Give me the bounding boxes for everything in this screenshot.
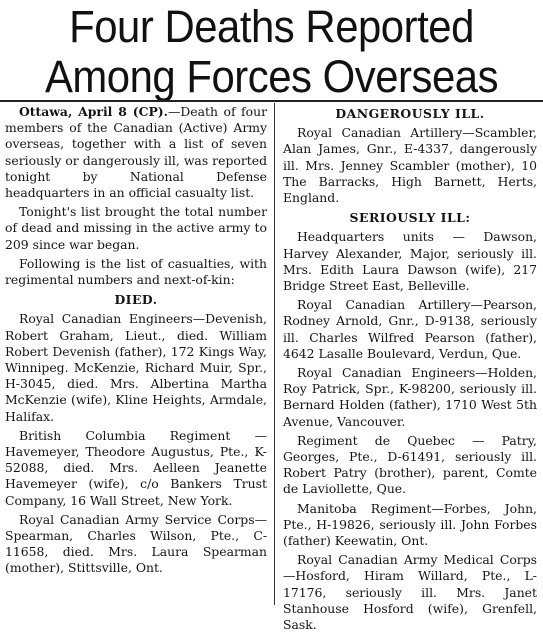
seriously-ill-entry: Royal Canadian Engineers—Holden, Roy Patrick, Spr., K-98200, seriously ill. Bernard Holden (father), 1710 West 5th Avenue, Vancouver.: [283, 365, 537, 429]
seriously-ill-entry: Royal Canadian Army Medical Corps—Hosford, Hiram Willard, Pte., L-17176, seriously ill. Mrs. Janet Stanhouse Hosford (wife), Grenfell, Sask.: [283, 552, 537, 633]
column-divider: [274, 103, 275, 605]
seriously-ill-entry: Royal Canadian Artillery—Pearson, Rodney Arnold, Gnr., D-9138, seriously ill. Charles Wilfred Pearson (father), 4642 Lasalle Boulevard, Verdun, Que.: [283, 297, 537, 361]
headline-rule: [0, 100, 543, 102]
dateline: Ottawa, April 8 (CP).: [19, 104, 168, 119]
seriously-ill-entry: Headquarters units — Dawson, Harvey Alexander, Major, seriously ill. Mrs. Edith Laura Dawson (wife), 217 Bridge Street East, Belleville.: [283, 229, 537, 294]
died-entry: Royal Canadian Engineers—Devenish, Robert Graham, Lieut., died. William Robert Devenish (father), 172 Kings Way, Winnipeg. McKenzie, Richard Muir, Spr., H-3045, died. Mrs. Albertina Martha McKenzie (wife), Kline Heights, Armdale, Halifax.: [5, 311, 267, 424]
died-entry: Royal Canadian Army Service Corps—Spearman, Charles Wilson, Pte., C-11658, died. Mrs. Laura Spearman (mother), Stittsville, Ont.: [5, 511, 267, 576]
seriously-ill-entry: Manitoba Regiment—Forbes, John, Pte., H-19826, seriously ill. John Forbes (father) Keewatin, Ont.: [283, 500, 537, 549]
section-heading-died: DIED.: [114, 292, 158, 308]
lead-text: —Death of four members of the Canadian (Active) Army overseas, together with a list of seven seriously or dangerously ill, was reported tonight by National Defense headquarters in an official casualty list.: [5, 104, 267, 201]
dangerously-ill-entry: Royal Canadian Artillery—Scambler, Alan James, Gnr., E-4337, dangerously ill. Mrs. Jenney Scambler (mother), 10 The Barracks, High Barnett, Herts, England.: [283, 125, 537, 206]
headline-line-2: Among Forces Overseas: [44, 51, 499, 102]
lead-paragraph: [5, 104, 267, 201]
article-column-right: [283, 104, 537, 636]
seriously-ill-entry: Regiment de Quebec — Patry, Georges, Pte., D-61491, seriously ill. Robert Patry (brother), parent, Comte de Laviollette, Que.: [283, 432, 537, 497]
section-heading-seriously-ill: SERIOUSLY ILL:: [349, 210, 471, 226]
died-entry: British Columbia Regiment — Havemeyer, Theodore Augustus, Pte., K-52088, died. Mrs. Aelleen Jeanette Havemeyer (wife), c/o Bankers Trust Company, 16 Wall Street, New York.: [5, 427, 267, 508]
paragraph-total: Tonight's list brought the total number of dead and missing in the active army to 209 since war began.: [5, 204, 267, 252]
section-heading-dangerously-ill: DANGEROUSLY ILL.: [335, 106, 485, 121]
headline-line-1: Four Deaths Reported: [69, 1, 474, 52]
paragraph-list-intro: Following is the list of casualties, with regimental numbers and next-of-kin:: [5, 255, 267, 288]
article-column-left: [5, 104, 267, 580]
